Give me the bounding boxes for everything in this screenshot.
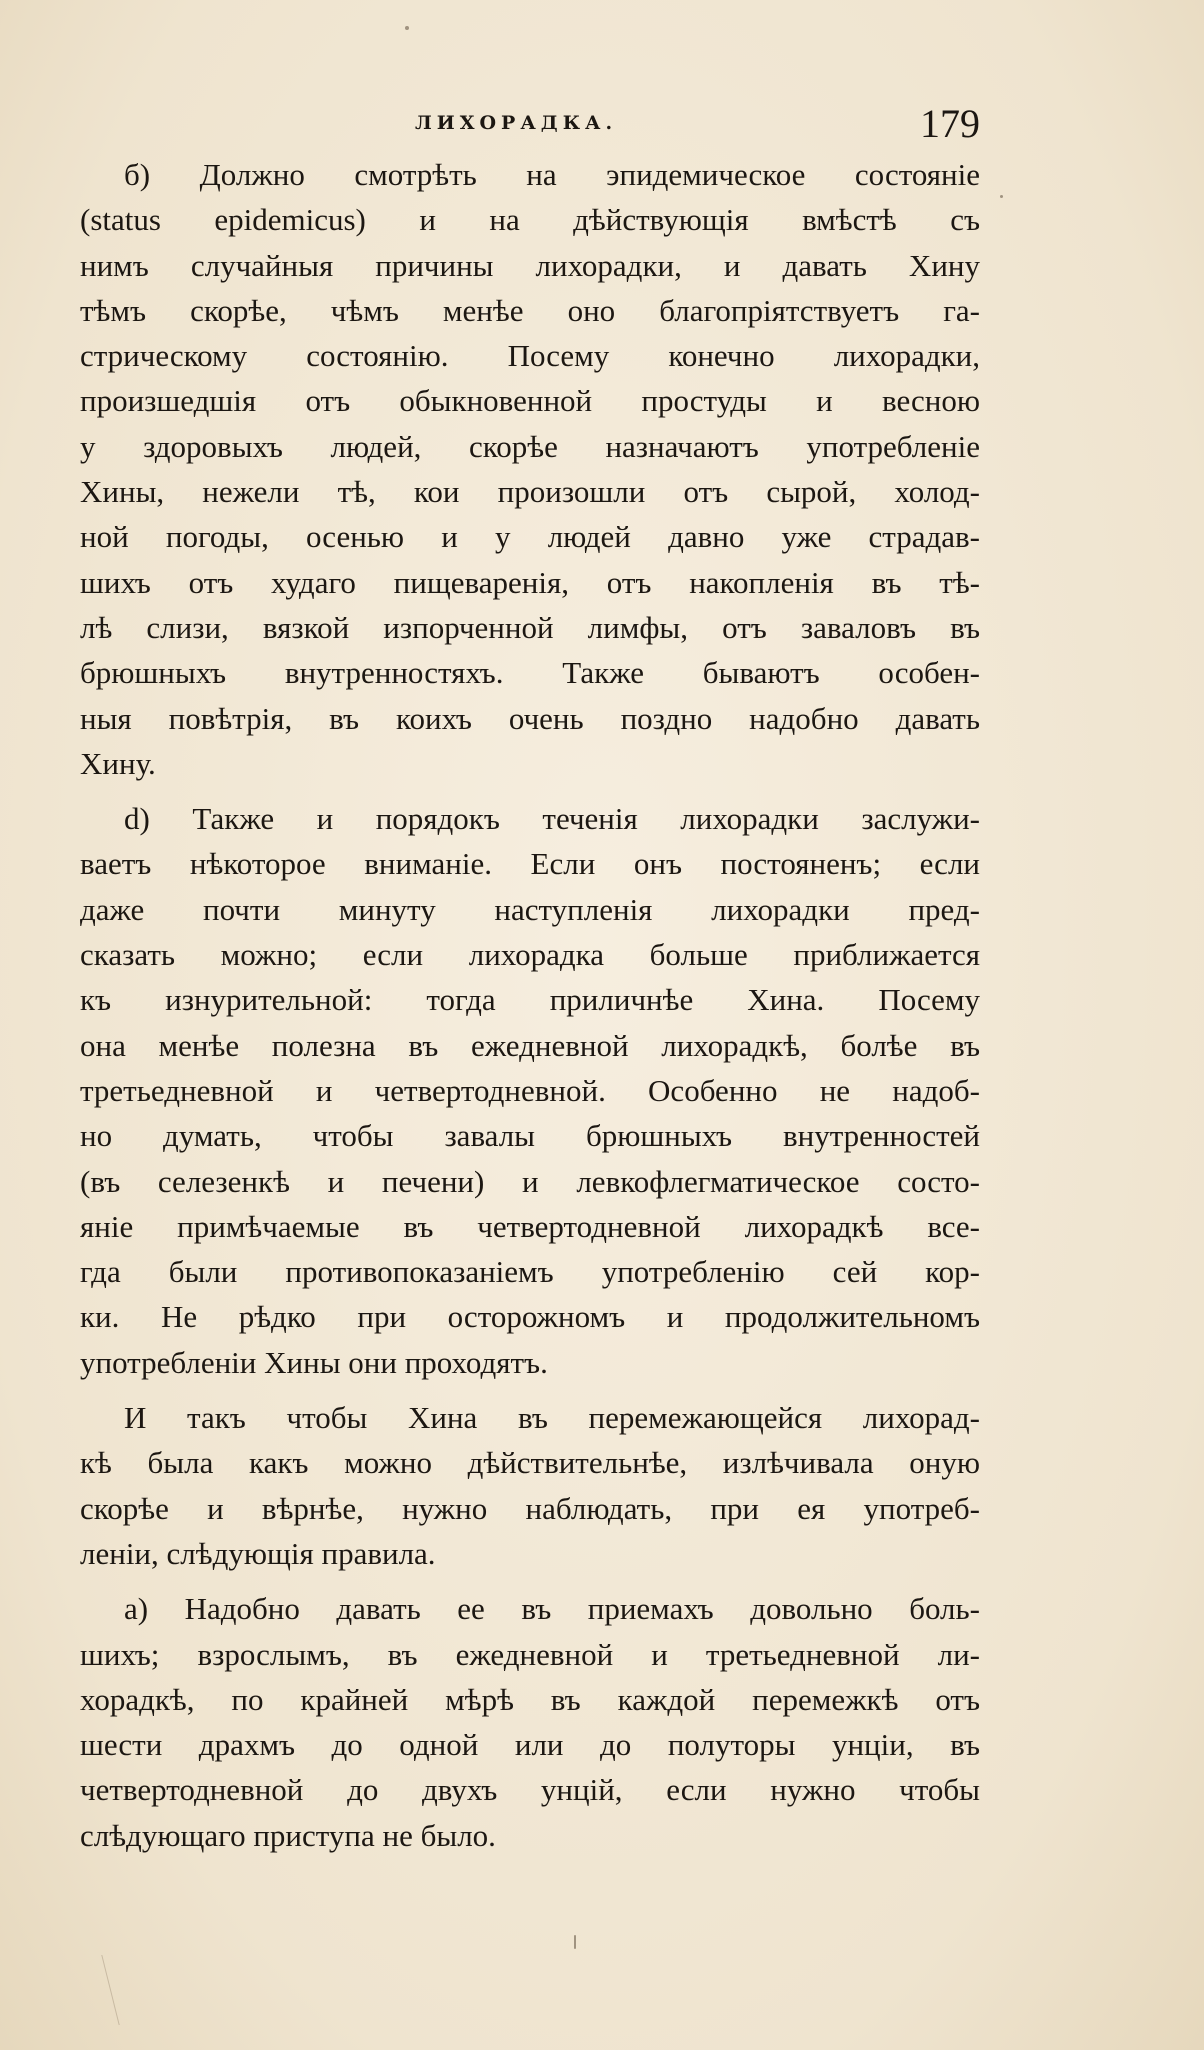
text-line: яніе примѣчаемые въ четвертодневной лихорадкѣ все- <box>80 1208 980 1244</box>
text-line: Хину. <box>80 745 156 781</box>
text-line: кѣ была какъ можно дѣйствительнѣе, излѣчивала оную <box>80 1445 980 1481</box>
text-line: скорѣе и вѣрнѣе, нужно наблюдать, при ея употреб- <box>80 1490 980 1526</box>
paper-speck <box>405 26 409 30</box>
text-line: употребленіи Хины они проходятъ. <box>80 1344 548 1380</box>
text-line: третьедневной и четвертодневной. Особенно не надоб- <box>80 1072 980 1108</box>
text-line: шести драхмъ до одной или до полуторы унціи, въ <box>80 1727 980 1763</box>
text-line: лѣ слизи, вязкой изпорченной лимфы, отъ заваловъ въ <box>80 609 980 645</box>
text-line: (въ селезенкѣ и печени) и левкофлегматическое состо- <box>80 1163 980 1199</box>
text-line: d) Также и порядокъ теченія лихорадки заслужи- <box>124 801 980 837</box>
text-line: стрическому состоянію. Посему конечно лихорадки, <box>80 338 980 374</box>
paragraph-b <box>80 152 980 786</box>
text-line: леніи, слѣдующія правила. <box>80 1535 436 1571</box>
text-line: И такъ чтобы Хина въ перемежающейся лихорад- <box>124 1400 980 1436</box>
text-line: но думать, чтобы завалы брюшныхъ внутренностей <box>80 1118 980 1154</box>
paragraph-d <box>80 796 980 1385</box>
text-line: шихъ; взрослымъ, въ ежедневной и третьедневной ли- <box>80 1636 980 1672</box>
text-line: а) Надобно давать ее въ приемахъ довольно боль- <box>124 1591 980 1627</box>
text-line: къ изнурительной: тогда приличнѣе Хина. Посему <box>80 982 980 1018</box>
text-line: нимъ случайныя причины лихорадки, и давать Хину <box>80 247 980 283</box>
running-title: ЛИХОРАДКА. <box>415 112 618 134</box>
text-line: шихъ отъ худаго пищеваренія, отъ накопленія въ тѣ- <box>80 564 980 600</box>
text-line: ной погоды, осенью и у людей давно уже страдав- <box>80 519 980 555</box>
page-body <box>80 152 980 1858</box>
text-line: даже почти минуту наступленія лихорадки пред- <box>80 891 980 927</box>
text-line: гда были противопоказаніемъ употребленію сей кор- <box>80 1254 980 1290</box>
text-line: Хины, нежели тѣ, кои произошли отъ сырой, холод- <box>80 474 980 510</box>
text-line: (status epidemicus) и на дѣйствующія вмѣстѣ съ <box>80 202 980 238</box>
paragraph-a <box>80 1586 980 1858</box>
text-line: слѣдующаго приступа не было. <box>80 1817 496 1853</box>
page-number: 179 <box>920 101 980 146</box>
text-line: б) Должно смотрѣть на эпидемическое состояніе <box>124 157 980 192</box>
text-line: ныя повѣтрія, въ коихъ очень поздно надобно давать <box>80 700 980 736</box>
text-line: сказать можно; если лихорадка больше приближается <box>80 937 980 973</box>
text-line: ки. Не рѣдко при осторожномъ и продолжительномъ <box>80 1299 980 1335</box>
text-line: тѣмъ скорѣе, чѣмъ менѣе оно благопріятствуетъ га- <box>80 292 980 328</box>
paper-speck <box>1000 195 1003 198</box>
text-line: она менѣе полезна въ ежедневной лихорадкѣ, болѣе въ <box>80 1027 980 1063</box>
text-line: у здоровыхъ людей, скорѣе назначаютъ употребленіе <box>80 428 980 464</box>
text-line: брюшныхъ внутренностяхъ. Также бываютъ особен- <box>80 655 980 691</box>
text-line: четвертодневной до двухъ унцій, если нужно чтобы <box>80 1772 980 1808</box>
paper-edge-mark <box>101 1955 139 2025</box>
paper-speck <box>574 1935 576 1949</box>
text-line: ваетъ нѣкоторое вниманіе. Если онъ постояненъ; если <box>80 846 980 882</box>
text-line: хорадкѣ, по крайней мѣрѣ въ каждой перемежкѣ отъ <box>80 1681 980 1717</box>
text-line: произшедшія отъ обыкновенной простуды и весною <box>80 383 980 419</box>
paragraph-rules-intro <box>80 1395 980 1576</box>
